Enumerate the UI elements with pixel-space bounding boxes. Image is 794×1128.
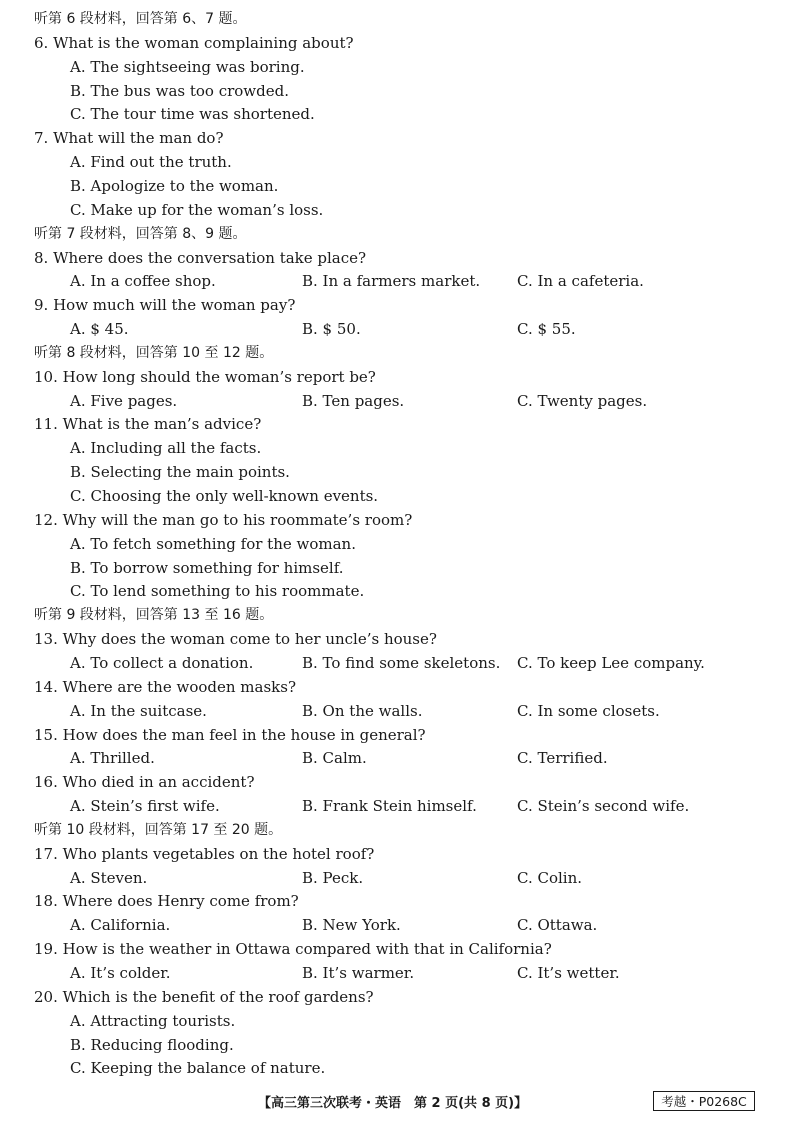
options-row (0, 700, 794, 724)
option-line (0, 1010, 794, 1034)
question-line (0, 127, 794, 151)
answer-option: A. Attracting tourists. (70, 1011, 236, 1030)
answer-option: C. It’s wetter. (517, 964, 620, 982)
answer-option: C. Ottawa. (517, 916, 598, 935)
answer-option: B. Reducing flooding. (70, 1035, 234, 1054)
answer-option: C. Make up for the woman’s loss. (70, 200, 324, 219)
section-header: 听第 6 段材料，回答第 6、7 题。 (34, 11, 247, 27)
answer-option: C. Choosing the only well-known events. (70, 487, 379, 505)
answer-option: C. Twenty pages. (517, 391, 648, 410)
options-row (0, 390, 794, 414)
option-line (0, 151, 794, 175)
answer-option: B. Peck. (302, 868, 364, 887)
question-line (0, 32, 794, 56)
answer-option: A. $ 45. (70, 320, 129, 339)
answer-option: C. In a cafeteria. (517, 272, 644, 291)
question-line (0, 890, 794, 914)
answer-option: B. New York. (302, 916, 401, 935)
answer-option: C. To keep Lee company. (517, 653, 705, 672)
question-line (0, 247, 794, 271)
exam-code-box: 考越・P0268C (653, 1091, 755, 1111)
answer-option: A. California. (70, 916, 171, 935)
answer-option: B. $ 50. (302, 320, 361, 339)
answer-option: A. To collect a donation. (70, 653, 254, 672)
answer-option: A. The sightseeing was boring. (70, 57, 305, 76)
question-line (0, 771, 794, 795)
option-line (0, 437, 794, 461)
options-row (0, 270, 794, 294)
answer-option: A. It’s colder. (70, 964, 171, 982)
option-line (0, 485, 794, 509)
answer-option: B. To borrow something for himself. (70, 558, 344, 577)
section-header-line (0, 8, 794, 32)
answer-option: A. In a coffee shop. (70, 272, 216, 291)
option-line (0, 56, 794, 80)
question-stem: 16. Who died in an accident? (34, 773, 255, 792)
question-stem: 20. Which is the benefit of the roof gardens? (34, 987, 374, 1006)
option-line (0, 557, 794, 581)
options-row (0, 962, 794, 986)
question-stem: 14. Where are the wooden masks? (34, 677, 296, 696)
answer-option: B. In a farmers market. (302, 272, 481, 291)
answer-option: A. Find out the truth. (70, 153, 232, 172)
options-row (0, 795, 794, 819)
answer-option: C. Colin. (517, 868, 583, 887)
answer-option: B. Apologize to the woman. (70, 176, 279, 195)
question-stem: 12. Why will the man go to his roommate’s room? (34, 510, 413, 529)
question-line (0, 366, 794, 390)
question-stem: 8. Where does the conversation take place? (34, 248, 367, 267)
question-line (0, 628, 794, 652)
answer-option: B. On the walls. (302, 701, 423, 720)
options-row (0, 652, 794, 676)
section-header-line (0, 342, 794, 366)
answer-option: B. To find some skeletons. (302, 653, 501, 672)
options-row (0, 867, 794, 891)
answer-option: C. Keeping the balance of nature. (70, 1059, 326, 1078)
answer-option: C. To lend something to his roommate. (70, 582, 365, 601)
option-line (0, 580, 794, 604)
option-line (0, 103, 794, 127)
question-stem: 6. What is the woman complaining about? (34, 33, 354, 52)
question-line (0, 724, 794, 748)
section-header-line (0, 819, 794, 843)
options-row (0, 747, 794, 771)
answer-option: C. The tour time was shortened. (70, 105, 315, 124)
question-line (0, 986, 794, 1010)
section-header: 听第 10 段材料，回答第 17 至 20 题。 (34, 821, 283, 838)
option-line (0, 533, 794, 557)
answer-option: C. In some closets. (517, 701, 660, 720)
section-header-line (0, 223, 794, 247)
question-stem: 10. How long should the woman’s report be? (34, 367, 376, 386)
option-line (0, 80, 794, 104)
question-line (0, 938, 794, 962)
answer-option: A. In the suitcase. (70, 701, 207, 720)
option-line (0, 1034, 794, 1058)
question-stem: 18. Where does Henry come from? (34, 892, 299, 911)
question-stem: 11. What is the man’s advice? (34, 415, 262, 434)
section-header: 听第 7 段材料，回答第 8、9 题。 (34, 225, 247, 242)
option-line (0, 1057, 794, 1081)
question-stem: 9. How much will the woman pay? (34, 296, 296, 315)
answer-option: C. Stein’s second wife. (517, 797, 690, 816)
question-line (0, 294, 794, 318)
answer-option: B. Frank Stein himself. (302, 797, 477, 816)
answer-option: C. $ 55. (517, 320, 576, 339)
answer-option: A. Thrilled. (70, 749, 155, 768)
question-line (0, 676, 794, 700)
options-row (0, 318, 794, 342)
question-line (0, 413, 794, 437)
question-stem: 17. Who plants vegetables on the hotel roof? (34, 844, 375, 863)
answer-option: B. The bus was too crowded. (70, 81, 289, 100)
answer-option: B. Selecting the main points. (70, 463, 290, 482)
question-stem: 19. How is the weather in Ottawa compared with that in California? (34, 940, 552, 959)
answer-option: A. To fetch something for the woman. (70, 534, 356, 553)
option-line (0, 199, 794, 223)
question-stem: 13. Why does the woman come to her uncle’s house? (34, 630, 437, 649)
question-stem: 7. What will the man do? (34, 129, 224, 148)
answer-option: A. Steven. (70, 868, 148, 887)
option-line (0, 461, 794, 485)
answer-option: B. It’s warmer. (302, 964, 415, 982)
answer-option: A. Five pages. (70, 391, 178, 410)
section-header-line (0, 604, 794, 628)
question-stem: 15. How does the man feel in the house in general? (34, 725, 426, 744)
question-line (0, 509, 794, 533)
answer-option: B. Ten pages. (302, 391, 405, 410)
section-header: 听第 9 段材料，回答第 13 至 16 题。 (34, 607, 274, 624)
question-line (0, 843, 794, 867)
answer-option: A. Stein’s first wife. (70, 797, 220, 816)
option-line (0, 175, 794, 199)
answer-option: B. Calm. (302, 749, 367, 768)
answer-option: A. Including all the facts. (70, 439, 262, 458)
page-footer: 【高三第三次联考・英语 第 2 页(共 8 页)】 (258, 1096, 528, 1111)
answer-option: C. Terrified. (517, 749, 608, 768)
section-header: 听第 8 段材料，回答第 10 至 12 题。 (34, 344, 274, 361)
options-row (0, 914, 794, 938)
